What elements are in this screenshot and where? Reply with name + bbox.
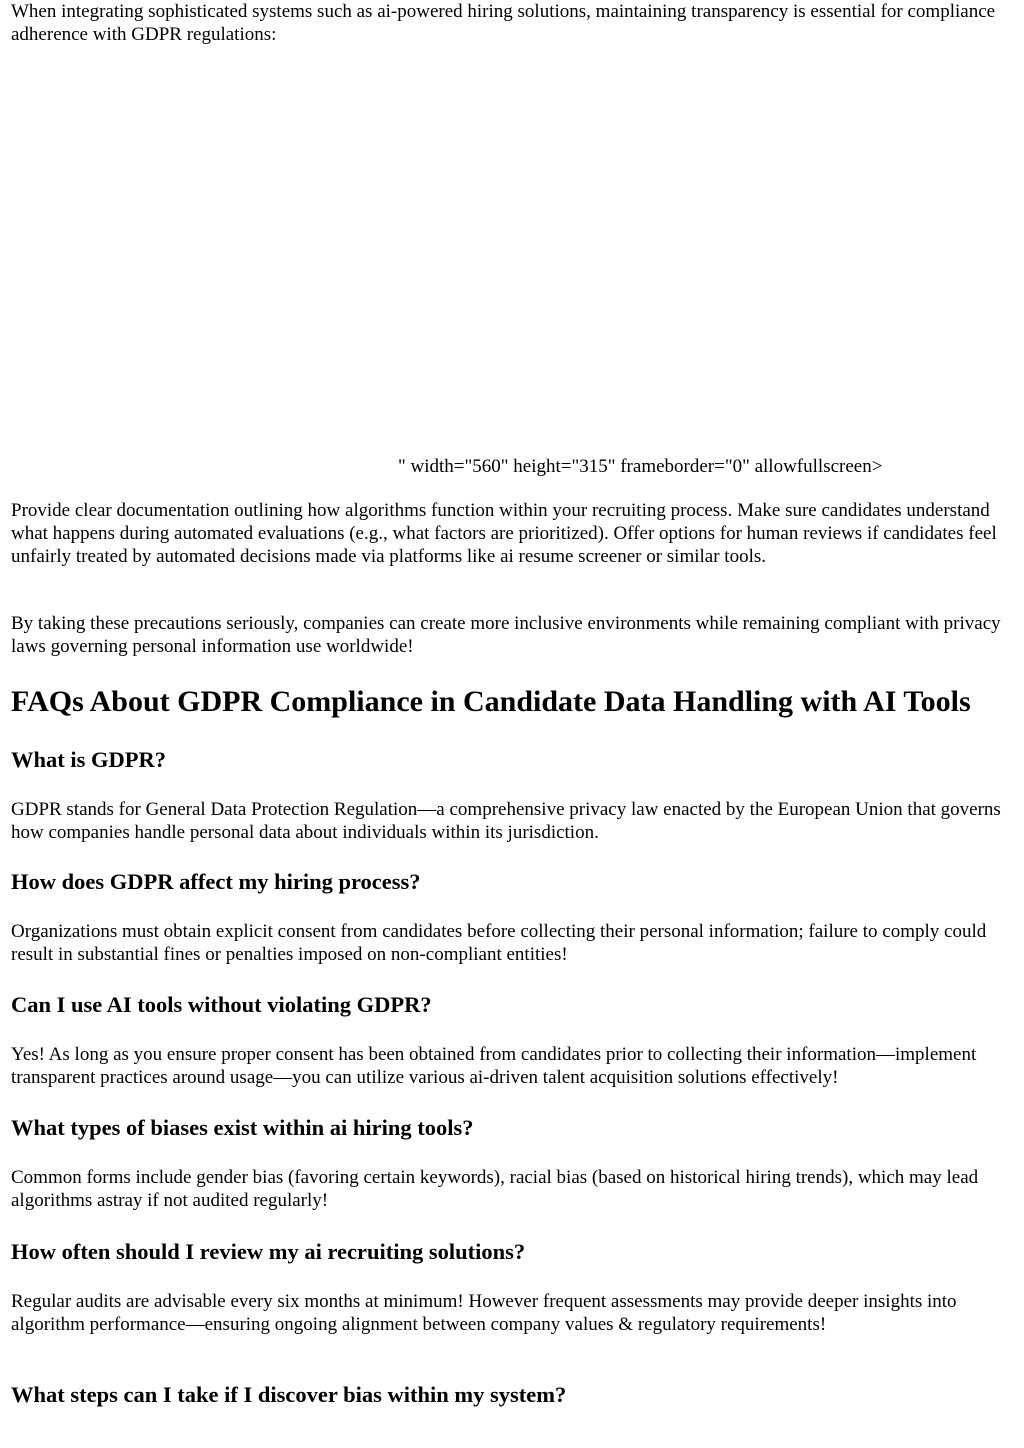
- precautions-paragraph: By taking these precautions seriously, companies can create more inclusive environments while remaining compliant with privacy laws governing personal information use worldwide!: [11, 613, 1001, 657]
- intro-paragraph: When integrating sophisticated systems such as ai-powered hiring solutions, maintaining transparency is essential for compliance adherence with GDPR regulations:: [11, 1, 996, 45]
- documentation-paragraph: Provide clear documentation outlining how algorithms function within your recruiting process. Make sure candidates understand what happens during automated evaluations (e.g., what factors are prioritized). Offer options for human reviews if candidates feel unfairly treated by automated decisions made via platforms like ai resume screener or similar tools.: [11, 500, 997, 567]
- faq-question-3: Can I use AI tools without violating GDPR?: [11, 992, 432, 1017]
- faq-question-1: What is GDPR?: [11, 747, 167, 772]
- faq-answer-5: Regular audits are advisable every six months at minimum! However frequent assessments may provide deeper insights into algorithm performance—ensuring ongoing alignment between company values & regulatory requirements!: [11, 1291, 957, 1335]
- faq-question-4: What types of biases exist within ai hiring tools?: [11, 1115, 474, 1140]
- faq-answer-2: Organizations must obtain explicit consent from candidates before collecting their personal information; failure to comply could result in substantial fines or penalties imposed on non-compliant entities!: [11, 921, 987, 965]
- faq-answer-3: Yes! As long as you ensure proper consent has been obtained from candidates prior to collecting their information—implement transparent practices around usage—you can utilize various ai-driven talent acquisition solutions effectively!: [11, 1044, 977, 1088]
- faq-answer-4: Common forms include gender bias (favoring certain keywords), racial bias (based on historical hiring trends), which may lead algorithms astray if not audited regularly!: [11, 1167, 979, 1211]
- faq-question-5: How often should I review my ai recruiting solutions?: [11, 1239, 526, 1264]
- faq-question-6: What steps can I take if I discover bias within my system?: [11, 1382, 567, 1407]
- faq-question-2: How does GDPR affect my hiring process?: [11, 869, 421, 894]
- video-embed-placeholder: [11, 52, 1011, 452]
- faq-heading: FAQs About GDPR Compliance in Candidate Data Handling with AI Tools: [11, 685, 971, 718]
- faq-answer-1: GDPR stands for General Data Protection Regulation—a comprehensive privacy law enacted by the European Union that governs how companies handle personal data about individuals within its jurisdiction.: [11, 799, 1001, 843]
- embed-code-residue: " width="560" height="315" frameborder="0" allowfullscreen>: [398, 456, 883, 477]
